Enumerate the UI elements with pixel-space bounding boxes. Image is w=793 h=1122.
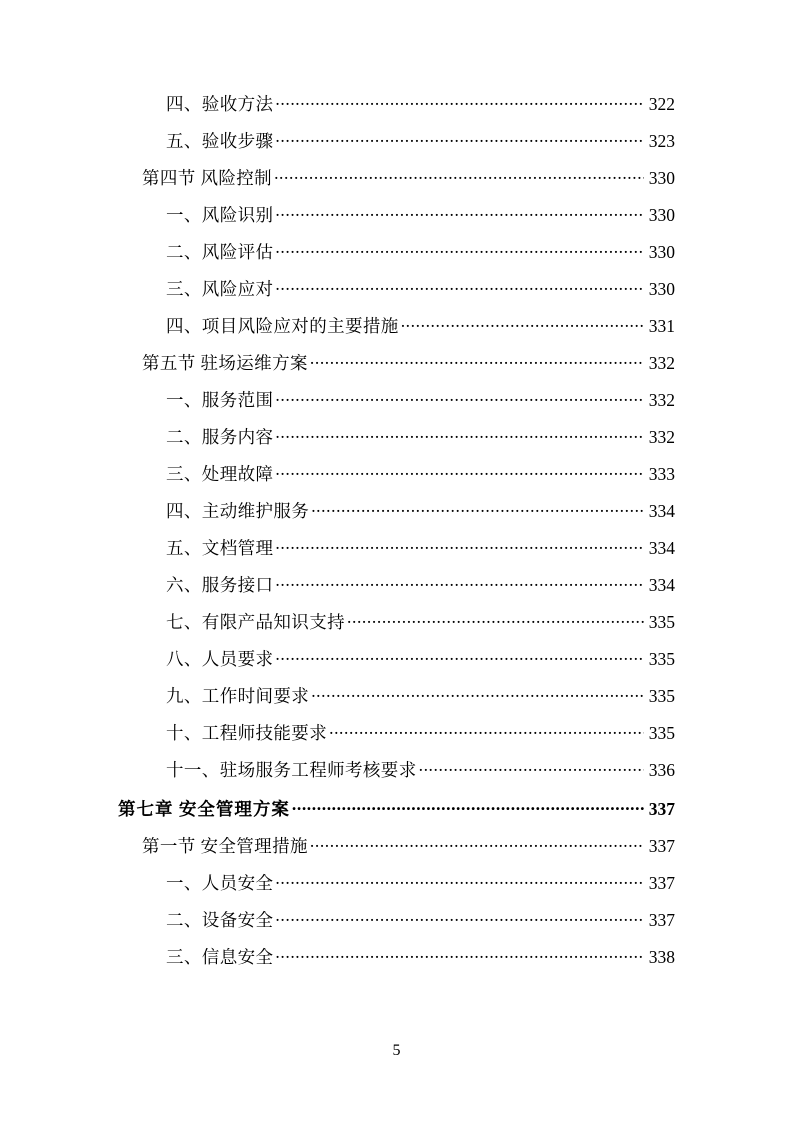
toc-leader-dots xyxy=(275,573,644,591)
toc-entry[interactable] xyxy=(118,573,675,610)
toc-leader-dots xyxy=(275,388,644,406)
toc-leader-dots xyxy=(329,721,644,739)
toc-entry-label: 四、验收方法 xyxy=(166,93,274,114)
toc-entry-page-number: 337 xyxy=(648,798,675,819)
toc-entry-label: 一、服务范围 xyxy=(166,389,274,410)
toc-entry-label: 十一、驻场服务工程师考核要求 xyxy=(166,759,417,780)
toc-leader-dots xyxy=(275,462,644,480)
toc-entry-label: 三、处理故障 xyxy=(166,463,274,484)
toc-entry-page-number: 330 xyxy=(648,204,675,225)
toc-entry-label: 十、工程师技能要求 xyxy=(166,722,328,743)
toc-entry[interactable] xyxy=(118,166,675,203)
toc-entry-label: 五、文档管理 xyxy=(166,537,274,558)
toc-leader-dots xyxy=(275,908,644,926)
page-number: 5 xyxy=(392,1042,401,1059)
toc-entry[interactable] xyxy=(118,388,675,425)
toc-entry[interactable] xyxy=(118,721,675,758)
toc-entry-label: 八、人员要求 xyxy=(166,648,274,669)
toc-entry-label: 四、主动维护服务 xyxy=(166,500,310,521)
toc-entry[interactable] xyxy=(118,425,675,462)
toc-entry-page-number: 337 xyxy=(648,909,675,930)
toc-entry-label: 四、项目风险应对的主要措施 xyxy=(166,315,399,336)
toc-entry-label: 二、风险评估 xyxy=(166,241,274,262)
toc-entry-label: 九、工作时间要求 xyxy=(166,685,310,706)
toc-entry-label: 三、风险应对 xyxy=(166,278,274,299)
toc-leader-dots xyxy=(275,129,644,147)
toc-entry[interactable] xyxy=(118,758,675,795)
toc-entry-page-number: 334 xyxy=(648,500,675,521)
toc-entry[interactable] xyxy=(118,277,675,314)
toc-leader-dots xyxy=(275,647,644,665)
toc-entry-page-number: 330 xyxy=(648,241,675,262)
toc-entry-page-number: 335 xyxy=(648,611,675,632)
toc-entry[interactable] xyxy=(118,647,675,684)
toc-entry[interactable] xyxy=(118,945,675,982)
toc-leader-dots xyxy=(274,166,644,184)
toc-leader-dots xyxy=(275,203,644,221)
toc-leader-dots xyxy=(310,834,644,852)
toc-entry-page-number: 334 xyxy=(648,537,675,558)
toc-entry-page-number: 332 xyxy=(648,389,675,410)
toc-entry[interactable] xyxy=(118,797,675,834)
toc-entry-page-number: 336 xyxy=(648,759,675,780)
toc-entry-label: 二、服务内容 xyxy=(166,426,274,447)
toc-entry[interactable] xyxy=(118,834,675,871)
toc-leader-dots xyxy=(275,536,644,554)
toc-entry[interactable] xyxy=(118,203,675,240)
toc-entry[interactable] xyxy=(118,92,675,129)
toc-entry[interactable] xyxy=(118,314,675,351)
toc-entry-page-number: 330 xyxy=(648,167,675,188)
toc-entry-page-number: 335 xyxy=(648,685,675,706)
toc-leader-dots xyxy=(310,351,644,369)
toc-entry-page-number: 337 xyxy=(648,872,675,893)
toc-leader-dots xyxy=(401,314,644,332)
toc-entry-page-number: 330 xyxy=(648,278,675,299)
toc-entry-page-number: 332 xyxy=(648,352,675,373)
toc-entry-page-number: 335 xyxy=(648,648,675,669)
toc-entry[interactable] xyxy=(118,499,675,536)
table-of-contents xyxy=(118,92,675,982)
toc-entry[interactable] xyxy=(118,462,675,499)
toc-entry-page-number: 323 xyxy=(648,130,675,151)
toc-leader-dots xyxy=(275,277,644,295)
toc-entry[interactable] xyxy=(118,351,675,388)
toc-entry[interactable] xyxy=(118,908,675,945)
toc-entry-page-number: 338 xyxy=(648,946,675,967)
toc-entry-label: 第七章 安全管理方案 xyxy=(118,798,290,819)
toc-entry-label: 七、有限产品知识支持 xyxy=(166,611,345,632)
toc-entry-label: 第五节 驻场运维方案 xyxy=(142,352,308,373)
toc-entry-page-number: 331 xyxy=(648,315,675,336)
toc-entry-page-number: 334 xyxy=(648,574,675,595)
toc-entry-page-number: 335 xyxy=(648,722,675,743)
toc-entry-label: 第四节 风险控制 xyxy=(142,167,273,188)
toc-entry-page-number: 332 xyxy=(648,426,675,447)
toc-leader-dots xyxy=(311,684,644,702)
toc-entry-label: 二、设备安全 xyxy=(166,909,274,930)
toc-entry-label: 六、服务接口 xyxy=(166,574,274,595)
toc-leader-dots xyxy=(275,871,644,889)
toc-entry-page-number: 322 xyxy=(648,93,675,114)
toc-entry[interactable] xyxy=(118,536,675,573)
toc-entry-label: 三、信息安全 xyxy=(166,946,274,967)
toc-entry-label: 一、人员安全 xyxy=(166,872,274,893)
toc-entry[interactable] xyxy=(118,240,675,277)
toc-entry[interactable] xyxy=(118,684,675,721)
toc-leader-dots xyxy=(275,425,644,443)
toc-entry[interactable] xyxy=(118,129,675,166)
toc-leader-dots xyxy=(347,610,644,628)
toc-leader-dots xyxy=(292,797,644,815)
toc-entry-label: 一、风险识别 xyxy=(166,204,274,225)
toc-leader-dots xyxy=(419,758,644,776)
toc-leader-dots xyxy=(275,92,644,110)
toc-entry-page-number: 333 xyxy=(648,463,675,484)
toc-entry-label: 五、验收步骤 xyxy=(166,130,274,151)
toc-leader-dots xyxy=(311,499,644,517)
toc-entry[interactable] xyxy=(118,871,675,908)
toc-entry-label: 第一节 安全管理措施 xyxy=(142,835,308,856)
toc-leader-dots xyxy=(275,945,644,963)
toc-entry[interactable] xyxy=(118,610,675,647)
toc-leader-dots xyxy=(275,240,644,258)
toc-entry-page-number: 337 xyxy=(648,835,675,856)
